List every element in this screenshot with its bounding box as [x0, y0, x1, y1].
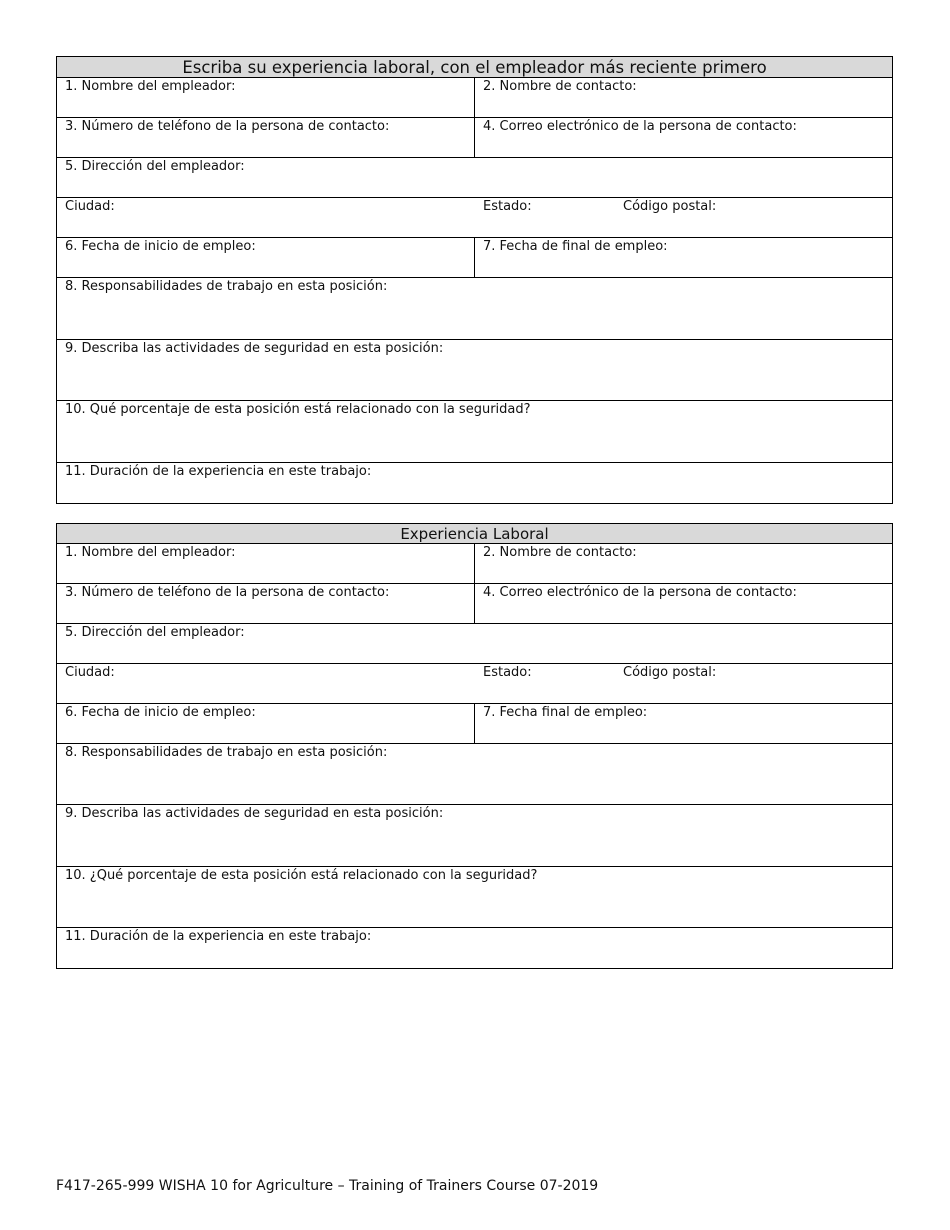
form-row	[57, 278, 892, 340]
contact-email-field[interactable]: 4. Correo electrónico de la persona de contacto:	[483, 119, 797, 134]
safety-activities-field[interactable]: 9. Describa las actividades de seguridad en esta posición:	[65, 806, 444, 821]
form-row	[57, 584, 892, 624]
duration-field[interactable]: 11. Duración de la experiencia en este trabajo:	[65, 464, 372, 479]
form-row	[57, 544, 892, 584]
safety-activities-field[interactable]: 9. Describa las actividades de seguridad en esta posición:	[65, 341, 444, 356]
contact-phone-field[interactable]: 3. Número de teléfono de la persona de contacto:	[57, 584, 475, 623]
duration-field[interactable]: 11. Duración de la experiencia en este trabajo:	[65, 929, 372, 944]
form-row	[57, 704, 892, 744]
form-row	[57, 198, 892, 238]
zip-field[interactable]: Código postal:	[623, 199, 717, 214]
form-row	[57, 238, 892, 278]
city-field[interactable]: Ciudad:	[65, 665, 115, 680]
form-title: Escriba su experiencia laboral, con el empleador más reciente primero	[57, 57, 892, 78]
contact-name-field[interactable]: 2. Nombre de contacto:	[483, 79, 637, 94]
start-date-field[interactable]: 6. Fecha de inicio de empleo:	[57, 704, 475, 743]
contact-name-field[interactable]: 2. Nombre de contacto:	[483, 545, 637, 560]
start-date-field[interactable]: 6. Fecha de inicio de empleo:	[57, 238, 475, 277]
safety-percentage-field[interactable]: 10. Qué porcentaje de esta posición está relacionado con la seguridad?	[65, 402, 531, 417]
form-row	[57, 805, 892, 867]
employer-address-field[interactable]: 5. Dirección del empleador:	[65, 625, 245, 640]
form-row	[57, 340, 892, 401]
form-row	[57, 401, 892, 463]
zip-field[interactable]: Código postal:	[623, 665, 717, 680]
form-title: Experiencia Laboral	[57, 524, 892, 544]
contact-phone-field[interactable]: 3. Número de teléfono de la persona de contacto:	[57, 118, 475, 157]
form-row	[57, 664, 892, 704]
form-row	[57, 744, 892, 805]
form-row	[57, 624, 892, 664]
responsibilities-field[interactable]: 8. Responsabilidades de trabajo en esta posición:	[65, 745, 388, 760]
form-row	[57, 867, 892, 928]
state-field[interactable]: Estado:	[483, 665, 532, 680]
form-row	[57, 463, 892, 503]
form-footer: F417-265-999 WISHA 10 for Agriculture – Training of Trainers Course 07-2019	[56, 1178, 599, 1194]
employer-name-field[interactable]: 1. Nombre del empleador:	[57, 78, 475, 117]
work-experience-form	[56, 523, 893, 969]
form-row	[57, 118, 892, 158]
responsibilities-field[interactable]: 8. Responsabilidades de trabajo en esta posición:	[65, 279, 388, 294]
form-row	[57, 78, 892, 118]
safety-percentage-field[interactable]: 10. ¿Qué porcentaje de esta posición está relacionado con la seguridad?	[65, 868, 538, 883]
employer-address-field[interactable]: 5. Dirección del empleador:	[65, 159, 245, 174]
end-date-field[interactable]: 7. Fecha final de empleo:	[483, 705, 648, 720]
state-field[interactable]: Estado:	[483, 199, 532, 214]
city-field[interactable]: Ciudad:	[65, 199, 115, 214]
contact-email-field[interactable]: 4. Correo electrónico de la persona de contacto:	[483, 585, 797, 600]
employer-name-field[interactable]: 1. Nombre del empleador:	[57, 544, 475, 583]
form-row	[57, 158, 892, 198]
form-row	[57, 928, 892, 968]
end-date-field[interactable]: 7. Fecha de final de empleo:	[483, 239, 668, 254]
work-experience-form-recent	[56, 56, 893, 504]
